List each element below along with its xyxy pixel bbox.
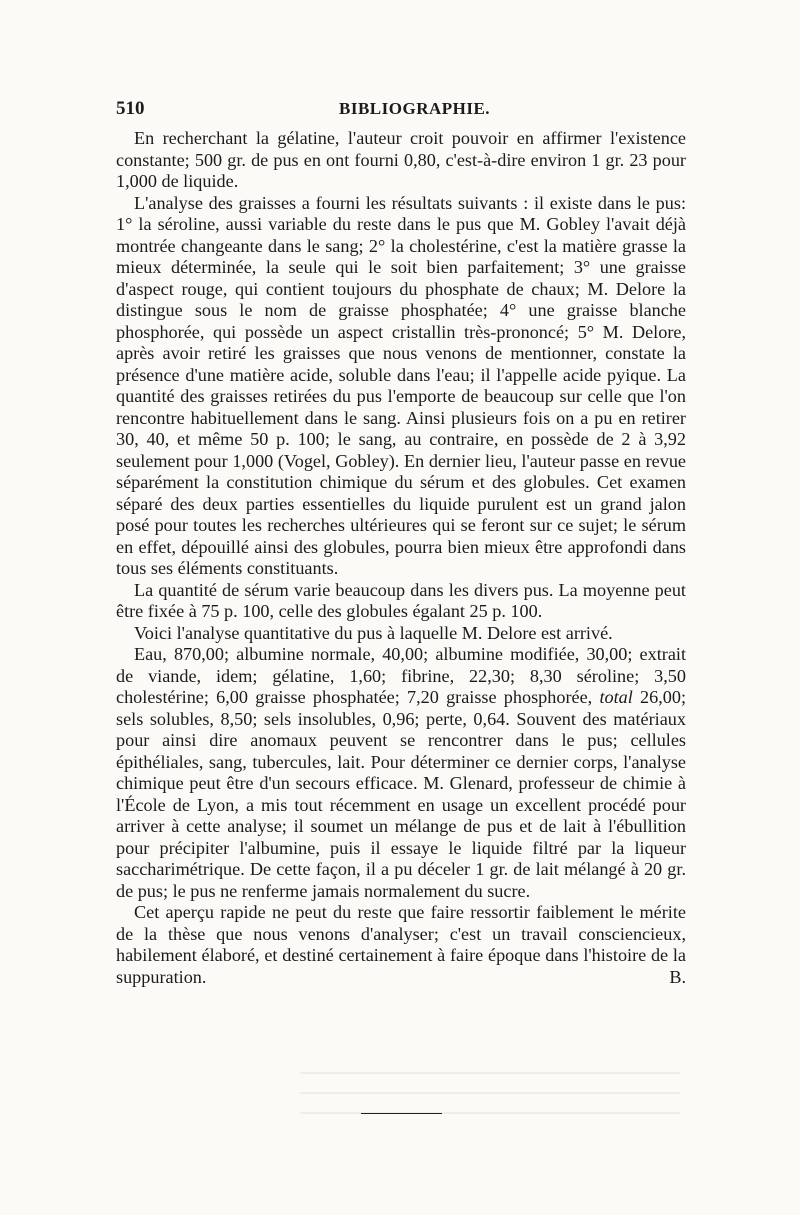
paragraph-conclusion <box>116 902 686 988</box>
analysis-text-end: 26,00; sels solubles, 8,50; sels insolubles, 0,96; perte, 0,64. Souvent des matériaux pour ainsi dire anomaux peuvent se rencontrer dans le pus; cellules épithéliales, sang, tubercules, lait. Pour déterminer ce dernier corps, l'analyse chimique peut être d'un secours efficace. M. Glenard, professeur de chimie à l'École de Lyon, a mis tout récemment en usage un excellent procédé pour arriver à cette analyse; il soumet un mélange de pus et de lait à l'ébullition pour précipiter l'albumine, puis il essaye le liquide filtré par la liqueur saccharimétrique. De cette façon, il a pu déceler 1 gr. de lait mélangé à 20 gr. de pus; le pus ne renferme jamais normalement du sucre. <box>116 687 686 901</box>
paragraph-serum: La quantité de sérum varie beaucoup dans les divers pus. La moyenne peut être fixée à 75 p. 100, celle des globules égalant 25 p. 100. <box>116 579 686 621</box>
body-text <box>116 128 686 988</box>
page-header <box>116 98 686 124</box>
end-rule <box>361 1113 442 1114</box>
analysis-total-label: total <box>599 687 633 707</box>
paragraph-graisses: L'analyse des graisses a fourni les résultats suivants : il existe dans le pus: 1° la séroline, aussi variable du reste dans le pus que M. Gobley l'avait déjà montrée changeante dans le sang; 2° la cholestérine, c'est la matière grasse la mieux déterminée, la seule qui le soit bien parfaitement; 3° une graisse d'aspect rouge, qui contient toujours du phosphate de chaux; M. Delore la distingue sous le nom de graisse phosphatée; 4° une graisse blanche phosphorée, qui possède un aspect cristallin très-prononcé; 5° M. Delore, après avoir retiré les graisses que nous venons de mentionner, constate la présence d'une matière acide, soluble dans l'eau; il l'appelle acide pyique. La quantité des graisses retirées du pus l'emporte de beaucoup sur celle que l'on rencontre habituellement dans le sang. Ainsi plusieurs fois on a pu en retirer 30, 40, et même 50 p. 100; le sang, au contraire, en possède de 2 à 3,92 seulement pour 1,000 (Vogel, Gobley). En dernier lieu, l'auteur passe en revue séparément la constitution chimique du sérum et des globules. Cet examen séparé des deux parties essentielles du liquide purulent est un grand jalon posé pour toutes les recherches ultérieures qui se feront sur ce sujet; le sérum en effet, dépouillé ainsi des globules, pourra bien mieux être approfondi dans tous ses éléments constituants. <box>116 192 686 578</box>
bleed-through-shadow <box>300 1060 680 1120</box>
author-signature: B. <box>669 966 686 987</box>
paragraph-analyse-quantitative <box>116 644 686 902</box>
page-number: 510 <box>116 98 145 119</box>
analysis-text-start: Eau, 870,00; albumine normale, 40,00; albumine modifiée, 30,00; extrait de viande, idem; gélatine, 1,60; fibrine, 22,30; 8,30 séroline; 3,50 cholestérine; 6,00 graisse phosphatée; 7,20 graisse phosphorée, <box>116 644 686 707</box>
paragraph-analyse-intro: Voici l'analyse quantitative du pus à laquelle M. Delore est arrivé. <box>134 622 613 643</box>
conclusion-text: Cet aperçu rapide ne peut du reste que faire ressortir faiblement le mérite de la thèse que nous venons d'analyser; c'est un travail consciencieux, habilement élaboré, et destiné certainement à faire époque dans l'histoire de la suppuration. <box>116 902 686 987</box>
paragraph-gelatine: En recherchant la gélatine, l'auteur croit pouvoir en affirmer l'existence constante; 500 gr. de pus en ont fourni 0,80, c'est-à-dire environ 1 gr. 23 pour 1,000 de liquide. <box>116 128 686 191</box>
running-title: BIBLIOGRAPHIE. <box>339 99 491 118</box>
